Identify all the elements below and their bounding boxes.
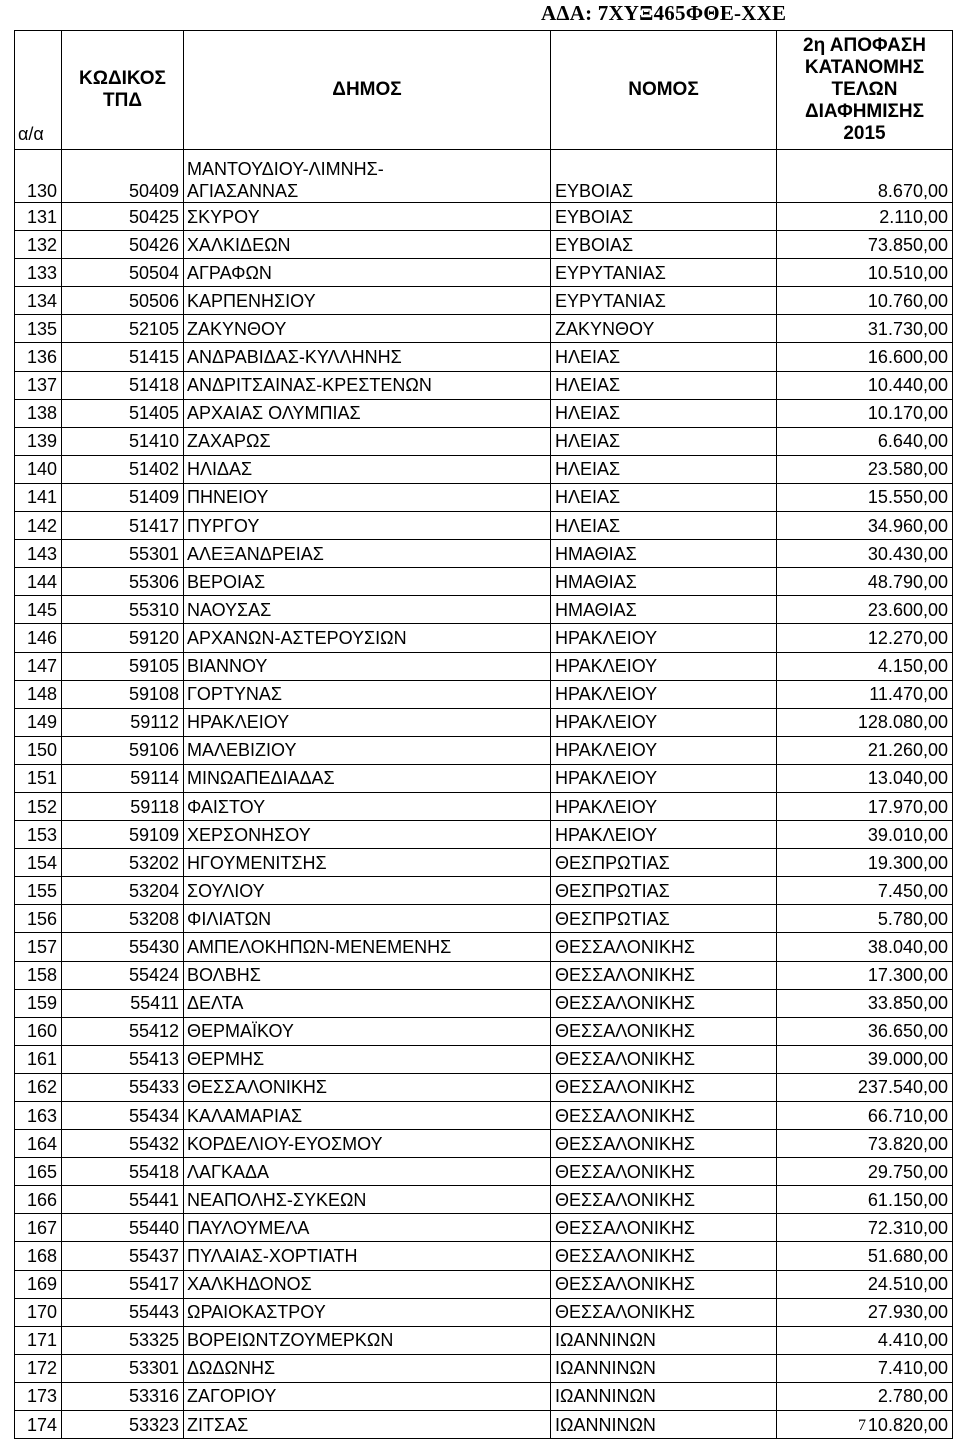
row-amount: 36.650,00	[777, 1017, 953, 1045]
row-number: 144	[15, 568, 62, 596]
row-code: 53323	[62, 1411, 184, 1439]
row-amount: 73.820,00	[777, 1130, 953, 1158]
row-number: 165	[15, 1158, 62, 1186]
table-row	[15, 961, 953, 989]
row-nomos: ΘΕΣΣΑΛΟΝΙΚΗΣ	[551, 1017, 777, 1045]
row-code: 59105	[62, 652, 184, 680]
row-number: 134	[15, 287, 62, 315]
row-dimos: ΑΜΠΕΛΟΚΗΠΩΝ-ΜΕΝΕΜΕΝΗΣ	[184, 933, 551, 961]
row-code: 53204	[62, 877, 184, 905]
column-header-dimos: ΔΗΜΟΣ	[184, 31, 551, 150]
row-code: 59118	[62, 792, 184, 820]
row-dimos: ΑΛΕΞΑΝΔΡΕΙΑΣ	[184, 540, 551, 568]
row-nomos: ΘΕΣΣΑΛΟΝΙΚΗΣ	[551, 1158, 777, 1186]
row-number: 135	[15, 315, 62, 343]
row-dimos: ΦΑΙΣΤΟΥ	[184, 792, 551, 820]
row-dimos: ΒΟΡΕΙΩΝΤΖΟΥΜΕΡΚΩΝ	[184, 1326, 551, 1354]
row-dimos: ΑΓΡΑΦΩΝ	[184, 259, 551, 287]
table-row	[15, 1382, 953, 1410]
table-row	[15, 231, 953, 259]
column-header-aa: α/α	[15, 31, 62, 150]
row-amount: 19.300,00	[777, 849, 953, 877]
table-row	[15, 736, 953, 764]
row-number: 154	[15, 849, 62, 877]
row-nomos: ΗΛΕΙΑΣ	[551, 483, 777, 511]
row-number: 158	[15, 961, 62, 989]
table-row	[15, 596, 953, 624]
row-amount: 6.640,00	[777, 427, 953, 455]
row-nomos: ΗΜΑΘΙΑΣ	[551, 568, 777, 596]
row-amount: 237.540,00	[777, 1073, 953, 1101]
row-dimos: ΖΑΚΥΝΘΟΥ	[184, 315, 551, 343]
row-code: 50426	[62, 231, 184, 259]
row-code: 51405	[62, 399, 184, 427]
row-number: 160	[15, 1017, 62, 1045]
row-nomos: ΕΥΒΟΙΑΣ	[551, 203, 777, 231]
row-amount: 17.300,00	[777, 961, 953, 989]
row-nomos: ΘΕΣΣΑΛΟΝΙΚΗΣ	[551, 1073, 777, 1101]
row-amount: 33.850,00	[777, 989, 953, 1017]
row-nomos: ΗΡΑΚΛΕΙΟΥ	[551, 792, 777, 820]
row-amount: 2.780,00	[777, 1382, 953, 1410]
row-number: 133	[15, 259, 62, 287]
row-dimos: ΑΡΧΑΙΑΣ ΟΛΥΜΠΙΑΣ	[184, 399, 551, 427]
row-nomos: ΘΕΣΣΑΛΟΝΙΚΗΣ	[551, 1045, 777, 1073]
row-dimos: ΒΕΡΟΙΑΣ	[184, 568, 551, 596]
table-row	[15, 1270, 953, 1298]
row-number: 141	[15, 483, 62, 511]
table-row	[15, 287, 953, 315]
row-dimos: ΧΕΡΣΟΝΗΣΟΥ	[184, 821, 551, 849]
row-number: 153	[15, 821, 62, 849]
row-number: 162	[15, 1073, 62, 1101]
table-row	[15, 1130, 953, 1158]
row-amount: 128.080,00	[777, 708, 953, 736]
row-dimos: ΚΑΡΠΕΝΗΣΙΟΥ	[184, 287, 551, 315]
row-code: 59108	[62, 680, 184, 708]
table-row	[15, 905, 953, 933]
row-code: 50504	[62, 259, 184, 287]
row-number: 151	[15, 764, 62, 792]
table-row	[15, 1158, 953, 1186]
row-code: 53202	[62, 849, 184, 877]
row-dimos: ΔΕΛΤΑ	[184, 989, 551, 1017]
table-row	[15, 1298, 953, 1326]
table-row	[15, 203, 953, 231]
row-nomos: ΗΡΑΚΛΕΙΟΥ	[551, 764, 777, 792]
row-dimos: ΠΥΡΓΟΥ	[184, 512, 551, 540]
row-nomos: ΘΕΣΠΡΩΤΙΑΣ	[551, 849, 777, 877]
row-amount: 15.550,00	[777, 483, 953, 511]
ada-stamp: ΑΔΑ: 7ΧΥΞ465ΦΘΕ-ΧΧΕ	[541, 1, 787, 25]
row-dimos: ΦΙΛΙΑΤΩΝ	[184, 905, 551, 933]
table-row	[15, 1326, 953, 1354]
row-nomos: ΘΕΣΠΡΩΤΙΑΣ	[551, 877, 777, 905]
table-row	[15, 877, 953, 905]
row-amount: 73.850,00	[777, 231, 953, 259]
row-code: 55440	[62, 1214, 184, 1242]
row-dimos: ΘΕΣΣΑΛΟΝΙΚΗΣ	[184, 1073, 551, 1101]
row-nomos: ΖΑΚΥΝΘΟΥ	[551, 315, 777, 343]
row-nomos: ΗΜΑΘΙΑΣ	[551, 596, 777, 624]
row-amount: 51.680,00	[777, 1242, 953, 1270]
row-dimos: ΘΕΡΜΗΣ	[184, 1045, 551, 1073]
row-dimos: ΖΑΧΑΡΩΣ	[184, 427, 551, 455]
row-dimos: ΣΟΥΛΙΟΥ	[184, 877, 551, 905]
row-nomos: ΗΡΑΚΛΕΙΟΥ	[551, 624, 777, 652]
row-amount: 10.440,00	[777, 371, 953, 399]
row-code: 51409	[62, 483, 184, 511]
row-code: 55310	[62, 596, 184, 624]
table-row	[15, 371, 953, 399]
allocation-table	[14, 30, 953, 1439]
row-nomos: ΘΕΣΣΑΛΟΝΙΚΗΣ	[551, 1270, 777, 1298]
row-code: 59109	[62, 821, 184, 849]
row-dimos: ΧΑΛΚΙΔΕΩΝ	[184, 231, 551, 259]
row-amount: 66.710,00	[777, 1102, 953, 1130]
row-amount: 7.410,00	[777, 1354, 953, 1382]
row-dimos: ΗΡΑΚΛΕΙΟΥ	[184, 708, 551, 736]
row-code: 53301	[62, 1354, 184, 1382]
row-nomos: ΘΕΣΠΡΩΤΙΑΣ	[551, 905, 777, 933]
row-amount: 61.150,00	[777, 1186, 953, 1214]
row-number: 163	[15, 1102, 62, 1130]
row-number: 171	[15, 1326, 62, 1354]
row-nomos: ΗΡΑΚΛΕΙΟΥ	[551, 680, 777, 708]
table-row	[15, 150, 953, 203]
row-code: 59112	[62, 708, 184, 736]
row-code: 59114	[62, 764, 184, 792]
row-dimos: ΒΙΑΝΝΟΥ	[184, 652, 551, 680]
row-number: 130	[15, 150, 62, 203]
row-number: 174	[15, 1411, 62, 1439]
table-row	[15, 455, 953, 483]
row-number: 142	[15, 512, 62, 540]
row-amount: 38.040,00	[777, 933, 953, 961]
table-row	[15, 1354, 953, 1382]
row-number: 152	[15, 792, 62, 820]
table-row	[15, 849, 953, 877]
row-number: 149	[15, 708, 62, 736]
row-code: 55424	[62, 961, 184, 989]
row-amount: 7.450,00	[777, 877, 953, 905]
row-code: 53208	[62, 905, 184, 933]
row-dimos: ΠΥΛΑΙΑΣ-ΧΟΡΤΙΑΤΗ	[184, 1242, 551, 1270]
row-nomos: ΘΕΣΣΑΛΟΝΙΚΗΣ	[551, 1242, 777, 1270]
table-row	[15, 315, 953, 343]
row-number: 150	[15, 736, 62, 764]
table-row	[15, 568, 953, 596]
row-amount: 34.960,00	[777, 512, 953, 540]
row-code: 55433	[62, 1073, 184, 1101]
row-nomos: ΙΩΑΝΝΙΝΩΝ	[551, 1382, 777, 1410]
row-code: 50409	[62, 150, 184, 203]
row-dimos: ΓΟΡΤΥΝΑΣ	[184, 680, 551, 708]
row-number: 146	[15, 624, 62, 652]
row-nomos: ΗΛΕΙΑΣ	[551, 427, 777, 455]
row-code: 51415	[62, 343, 184, 371]
row-dimos: ΜΑΝΤΟΥΔΙΟΥ-ΛΙΜΝΗΣ- ΑΓΙΑΣΑΝΝΑΣ	[184, 150, 551, 203]
row-amount: 2.110,00	[777, 203, 953, 231]
table-row	[15, 1073, 953, 1101]
table-row	[15, 1102, 953, 1130]
row-amount: 10.760,00	[777, 287, 953, 315]
row-amount: 27.930,00	[777, 1298, 953, 1326]
row-code: 55301	[62, 540, 184, 568]
row-amount: 23.600,00	[777, 596, 953, 624]
row-number: 164	[15, 1130, 62, 1158]
row-nomos: ΗΛΕΙΑΣ	[551, 455, 777, 483]
row-nomos: ΗΡΑΚΛΕΙΟΥ	[551, 821, 777, 849]
row-nomos: ΘΕΣΣΑΛΟΝΙΚΗΣ	[551, 1186, 777, 1214]
row-code: 55306	[62, 568, 184, 596]
row-code: 53325	[62, 1326, 184, 1354]
row-amount: 10.170,00	[777, 399, 953, 427]
row-dimos: ΧΑΛΚΗΔΟΝΟΣ	[184, 1270, 551, 1298]
row-code: 59106	[62, 736, 184, 764]
table-row	[15, 792, 953, 820]
table-row	[15, 821, 953, 849]
table-row	[15, 989, 953, 1017]
row-number: 138	[15, 399, 62, 427]
row-number: 168	[15, 1242, 62, 1270]
row-code: 50506	[62, 287, 184, 315]
row-amount: 4.150,00	[777, 652, 953, 680]
table-row	[15, 540, 953, 568]
row-dimos: ΩΡΑΙΟΚΑΣΤΡΟΥ	[184, 1298, 551, 1326]
row-amount: 10.820,00	[777, 1411, 953, 1439]
table-row	[15, 708, 953, 736]
row-dimos: ΣΚΥΡΟΥ	[184, 203, 551, 231]
row-amount: 16.600,00	[777, 343, 953, 371]
row-amount: 21.260,00	[777, 736, 953, 764]
row-amount: 72.310,00	[777, 1214, 953, 1242]
row-amount: 48.790,00	[777, 568, 953, 596]
row-dimos: ΗΓΟΥΜΕΝΙΤΣΗΣ	[184, 849, 551, 877]
row-amount: 10.510,00	[777, 259, 953, 287]
row-dimos: ΖΙΤΣΑΣ	[184, 1411, 551, 1439]
row-amount: 4.410,00	[777, 1326, 953, 1354]
row-nomos: ΘΕΣΣΑΛΟΝΙΚΗΣ	[551, 989, 777, 1017]
table-row	[15, 427, 953, 455]
row-code: 55432	[62, 1130, 184, 1158]
row-number: 166	[15, 1186, 62, 1214]
row-amount: 17.970,00	[777, 792, 953, 820]
row-number: 137	[15, 371, 62, 399]
row-number: 155	[15, 877, 62, 905]
row-nomos: ΙΩΑΝΝΙΝΩΝ	[551, 1411, 777, 1439]
row-nomos: ΘΕΣΣΑΛΟΝΙΚΗΣ	[551, 1298, 777, 1326]
row-dimos: ΑΝΔΡΑΒΙΔΑΣ-ΚΥΛΛΗΝΗΣ	[184, 343, 551, 371]
row-amount: 13.040,00	[777, 764, 953, 792]
row-code: 55441	[62, 1186, 184, 1214]
column-header-code-line: ΚΩΔΙΚΟΣ	[79, 68, 166, 89]
table-row	[15, 933, 953, 961]
row-dimos: ΑΡΧΑΝΩΝ-ΑΣΤΕΡΟΥΣΙΩΝ	[184, 624, 551, 652]
row-number: 131	[15, 203, 62, 231]
row-dimos: ΝΕΑΠΟΛΗΣ-ΣΥΚΕΩΝ	[184, 1186, 551, 1214]
column-header-amount-line: ΚΑΤΑΝΟΜΗΣ	[804, 57, 925, 78]
row-code: 55437	[62, 1242, 184, 1270]
row-amount: 24.510,00	[777, 1270, 953, 1298]
row-nomos: ΗΛΕΙΑΣ	[551, 343, 777, 371]
row-code: 52105	[62, 315, 184, 343]
row-dimos: ΒΟΛΒΗΣ	[184, 961, 551, 989]
table-header-row	[15, 31, 953, 150]
column-header-amount-line: ΤΕΛΩΝ	[831, 79, 898, 100]
row-code: 51418	[62, 371, 184, 399]
row-dimos: ΝΑΟΥΣΑΣ	[184, 596, 551, 624]
table-row	[15, 1186, 953, 1214]
row-nomos: ΕΥΡΥΤΑΝΙΑΣ	[551, 287, 777, 315]
table-row	[15, 680, 953, 708]
row-code: 55430	[62, 933, 184, 961]
row-nomos: ΘΕΣΣΑΛΟΝΙΚΗΣ	[551, 1102, 777, 1130]
row-amount: 12.270,00	[777, 624, 953, 652]
row-code: 55417	[62, 1270, 184, 1298]
table-row	[15, 764, 953, 792]
row-amount: 29.750,00	[777, 1158, 953, 1186]
row-nomos: ΗΛΕΙΑΣ	[551, 371, 777, 399]
table-row	[15, 399, 953, 427]
column-header-code	[62, 31, 184, 150]
row-number: 172	[15, 1354, 62, 1382]
row-dimos: ΔΩΔΩΝΗΣ	[184, 1354, 551, 1382]
column-header-nomos: ΝΟΜΟΣ	[551, 31, 777, 150]
row-nomos: ΘΕΣΣΑΛΟΝΙΚΗΣ	[551, 1130, 777, 1158]
row-nomos: ΗΡΑΚΛΕΙΟΥ	[551, 736, 777, 764]
row-amount: 23.580,00	[777, 455, 953, 483]
row-number: 132	[15, 231, 62, 259]
table-row	[15, 1017, 953, 1045]
table-row	[15, 483, 953, 511]
row-number: 143	[15, 540, 62, 568]
table-row	[15, 1214, 953, 1242]
row-code: 55418	[62, 1158, 184, 1186]
table-body	[15, 150, 953, 1439]
row-number: 157	[15, 933, 62, 961]
row-dimos: ΚΟΡΔΕΛΙΟΥ-ΕΥΟΣΜΟΥ	[184, 1130, 551, 1158]
row-number: 169	[15, 1270, 62, 1298]
row-nomos: ΕΥΒΟΙΑΣ	[551, 231, 777, 259]
row-number: 148	[15, 680, 62, 708]
row-amount: 39.010,00	[777, 821, 953, 849]
row-nomos: ΕΥΡΥΤΑΝΙΑΣ	[551, 259, 777, 287]
row-code: 53316	[62, 1382, 184, 1410]
row-code: 55411	[62, 989, 184, 1017]
row-number: 147	[15, 652, 62, 680]
row-nomos: ΗΛΕΙΑΣ	[551, 512, 777, 540]
row-amount: 31.730,00	[777, 315, 953, 343]
row-dimos: ΠΑΥΛΟΥΜΕΛΑ	[184, 1214, 551, 1242]
row-amount: 5.780,00	[777, 905, 953, 933]
row-number: 173	[15, 1382, 62, 1410]
row-nomos: ΘΕΣΣΑΛΟΝΙΚΗΣ	[551, 933, 777, 961]
table-row	[15, 1045, 953, 1073]
row-nomos: ΗΜΑΘΙΑΣ	[551, 540, 777, 568]
row-number: 139	[15, 427, 62, 455]
row-nomos: ΘΕΣΣΑΛΟΝΙΚΗΣ	[551, 961, 777, 989]
row-number: 167	[15, 1214, 62, 1242]
row-number: 145	[15, 596, 62, 624]
row-nomos: ΙΩΑΝΝΙΝΩΝ	[551, 1326, 777, 1354]
row-dimos: ΘΕΡΜΑΪΚΟΥ	[184, 1017, 551, 1045]
table-row	[15, 343, 953, 371]
row-number: 136	[15, 343, 62, 371]
row-dimos: ΚΑΛΑΜΑΡΙΑΣ	[184, 1102, 551, 1130]
row-code: 59120	[62, 624, 184, 652]
row-nomos: ΘΕΣΣΑΛΟΝΙΚΗΣ	[551, 1214, 777, 1242]
table-row	[15, 512, 953, 540]
table-row	[15, 259, 953, 287]
row-number: 140	[15, 455, 62, 483]
column-header-amount	[777, 31, 953, 150]
row-dimos: ΗΛΙΔΑΣ	[184, 455, 551, 483]
row-nomos: ΙΩΑΝΝΙΝΩΝ	[551, 1354, 777, 1382]
row-code: 55443	[62, 1298, 184, 1326]
table-row	[15, 624, 953, 652]
row-code: 55413	[62, 1045, 184, 1073]
row-nomos: ΗΡΑΚΛΕΙΟΥ	[551, 652, 777, 680]
table-row	[15, 652, 953, 680]
row-amount: 11.470,00	[777, 680, 953, 708]
row-number: 156	[15, 905, 62, 933]
column-header-amount-line: 2015	[843, 123, 886, 144]
row-amount: 8.670,00	[777, 150, 953, 203]
table-row	[15, 1411, 953, 1439]
row-code: 50425	[62, 203, 184, 231]
row-dimos: ΜΙΝΩΑΠΕΔΙΑΔΑΣ	[184, 764, 551, 792]
row-code: 51417	[62, 512, 184, 540]
row-dimos: ΑΝΔΡΙΤΣΑΙΝΑΣ-ΚΡΕΣΤΕΝΩΝ	[184, 371, 551, 399]
row-dimos: ΖΑΓΟΡΙΟΥ	[184, 1382, 551, 1410]
row-nomos: ΗΛΕΙΑΣ	[551, 399, 777, 427]
row-nomos: ΗΡΑΚΛΕΙΟΥ	[551, 708, 777, 736]
column-header-amount-line: 2η ΑΠΟΦΑΣΗ	[803, 35, 926, 56]
row-nomos: ΕΥΒΟΙΑΣ	[551, 150, 777, 203]
column-header-code-line: ΤΠΔ	[103, 90, 142, 111]
row-code: 55412	[62, 1017, 184, 1045]
row-number: 170	[15, 1298, 62, 1326]
row-dimos: ΜΑΛΕΒΙΖΙΟΥ	[184, 736, 551, 764]
row-dimos: ΠΗΝΕΙΟΥ	[184, 483, 551, 511]
row-code: 51410	[62, 427, 184, 455]
row-dimos: ΛΑΓΚΑΔΑ	[184, 1158, 551, 1186]
table-row	[15, 1242, 953, 1270]
row-amount: 39.000,00	[777, 1045, 953, 1073]
column-header-amount-line: ΔΙΑΦΗΜΙΣΗΣ	[804, 101, 925, 122]
row-amount: 30.430,00	[777, 540, 953, 568]
row-number: 159	[15, 989, 62, 1017]
row-code: 55434	[62, 1102, 184, 1130]
page-number: 7	[858, 1417, 866, 1434]
row-code: 51402	[62, 455, 184, 483]
row-number: 161	[15, 1045, 62, 1073]
